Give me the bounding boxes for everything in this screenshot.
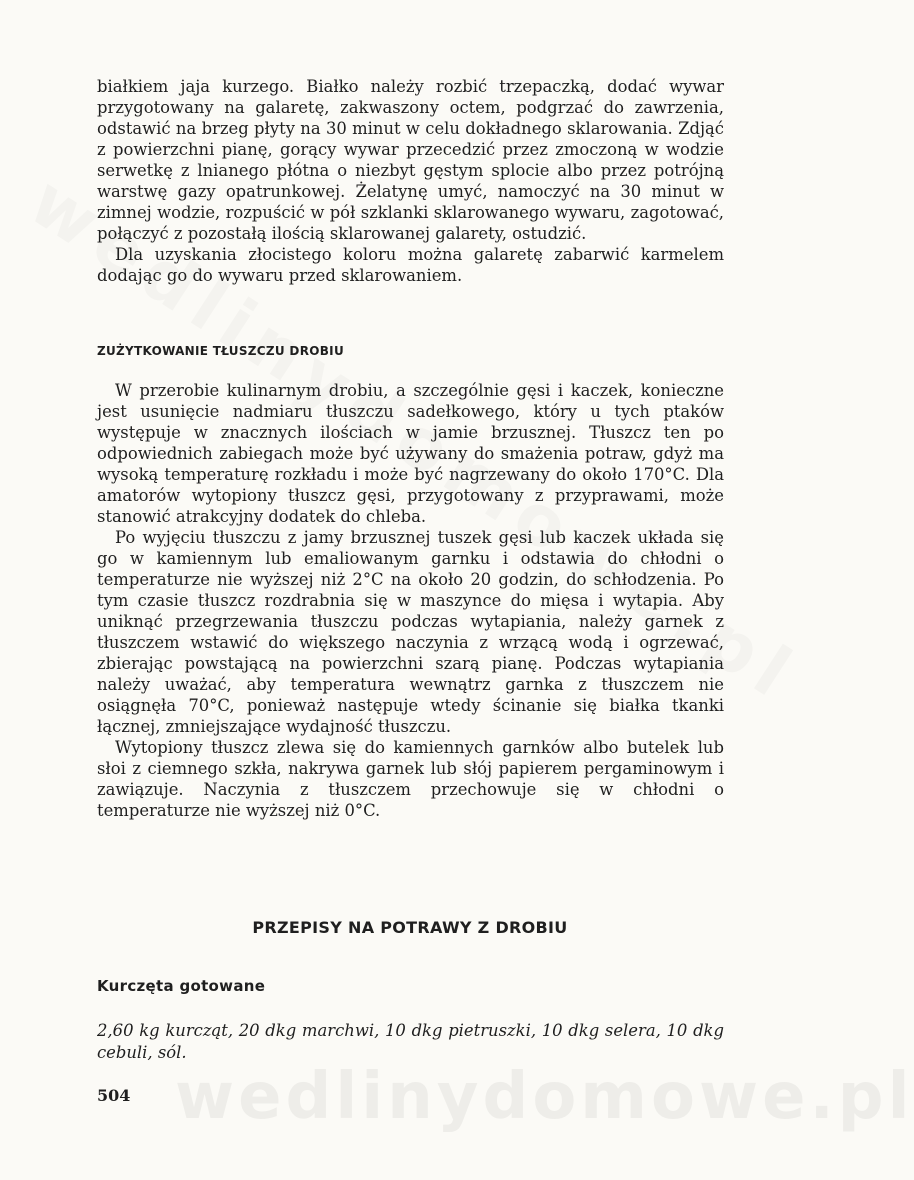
paragraph-caramel: Dla uzyskania złocistego koloru można galaretę zabarwić karmelem dodając go do wywaru przed sklarowaniem. bbox=[97, 245, 724, 285]
paragraph-clarification: białkiem jaja kurzego. Białko należy rozbić trzepaczką, dodać wywar przygotowany na galaretę, zakwaszony octem, podgrzać do zawrzenia, odstawić na brzeg płyty na 30 minut w celu dokładnego sklarowania. Zdjąć z powierzchni pianę, gorący wywar przecedzić przez zmoczoną w wodzie serwetkę z lnianego płótna o niezbyt gęstym splocie albo przez potrójną warstwę gazy opatrunkowej. Żelatynę umyć, namoczyć na 30 minut w zimnej wodzie, rozpuścić w pół szklanki sklarowanego wywaru, zagotować, połączyć z pozostałą ilością sklarowanej galarety, ostudzić. bbox=[97, 77, 724, 243]
recipe-title: Kurczęta gotowane bbox=[97, 977, 266, 995]
fat-section-text bbox=[97, 380, 724, 821]
main-heading: PRZEPISY NA POTRAWY Z DROBIU bbox=[252, 918, 568, 937]
recipe-ingredients: 2,60 kg kurcząt, 20 dkg marchwi, 10 dkg pietruszki, 10 dkg selera, 10 dkg cebuli, sól. bbox=[97, 1021, 724, 1062]
section-heading: ZUŻYTKOWANIE TŁUSZCZU DROBIU bbox=[97, 344, 344, 358]
bottom-watermark: wedlinydomowe.pl bbox=[175, 1060, 914, 1134]
continuation-text bbox=[97, 76, 724, 286]
paragraph-fat-rendering: Po wyjęciu tłuszczu z jamy brzusznej tuszek gęsi lub kaczek układa się go w kamiennym lub emaliowanym garnku i odstawia do chłodni o temperaturze nie wyższej niż 2°C na około 20 godzin, do schłodzenia. Po tym czasie tłuszcz rozdrabnia się w maszynce do mięsa i wytapia. Aby uniknąć przegrzewania tłuszczu podczas wytapiania, należy garnek z tłuszczem wstawić do większego naczynia z wrzącą wodą i ogrzewać, zbierając powstającą na powierzchni szarą pianę. Podczas wytapiania należy uważać, aby temperatura wewnątrz garnka z tłuszczem nie osiągnęła 70°C, ponieważ następuje wtedy ścinanie się białka tkanki łącznej, zmniejszające wydajność tłuszczu. bbox=[97, 528, 724, 736]
paragraph-fat-storage: Wytopiony tłuszcz zlewa się do kamiennych garnków albo butelek lub słoi z ciemnego szkła, nakrywa garnek lub słój papierem pergaminowym i zawiązuje. Naczynia z tłuszczem przechowuje się w chłodni o temperaturze nie wyższej niż 0°C. bbox=[97, 738, 724, 820]
page-number: 504 bbox=[97, 1086, 131, 1105]
paragraph-fat-intro: W przerobie kulinarnym drobiu, a szczególnie gęsi i kaczek, konieczne jest usunięcie nadmiaru tłuszczu sadełkowego, który u tych ptaków występuje w znacznych ilościach w jamie brzusznej. Tłuszcz ten po odpowiednich zabiegach może być używany do smażenia potraw, gdyż ma wysoką temperaturę rozkładu i może być nagrzewany do około 170°C. Dla amatorów wytopiony tłuszcz gęsi, przygotowany z przyprawami, może stanowić atrakcyjny dodatek do chleba. bbox=[97, 381, 724, 526]
